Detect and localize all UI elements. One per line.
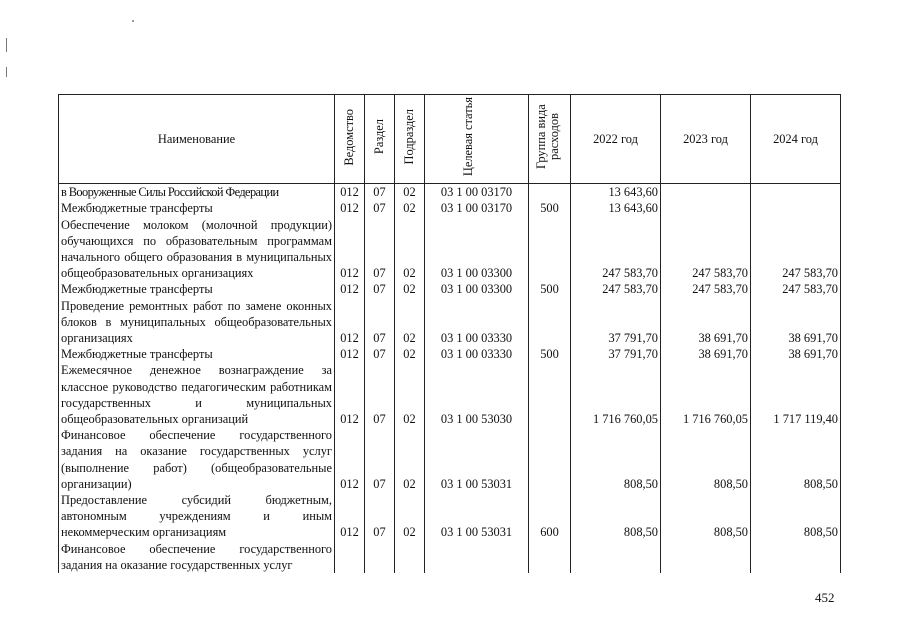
cell-2022: 37 791,70 — [571, 346, 661, 362]
cell-subsection — [395, 541, 425, 573]
cell-2023: 1 716 760,05 — [661, 362, 751, 427]
cell-2022: 808,50 — [571, 427, 661, 492]
cell-target-article: 03 1 00 03330 — [425, 298, 529, 347]
header-department: Ведомство — [335, 95, 365, 184]
header-subsection: Подраздел — [395, 95, 425, 184]
cell-name: Предоставление субсидий бюджетным, автономным учреждениям и иным некоммерческим организациям — [59, 492, 335, 541]
cell-expense-group: 600 — [529, 492, 571, 541]
cell-expense-group — [529, 541, 571, 573]
cell-2023 — [661, 541, 751, 573]
cell-section: 07 — [365, 217, 395, 282]
cell-2023: 38 691,70 — [661, 298, 751, 347]
cell-2022: 37 791,70 — [571, 298, 661, 347]
cell-department: 012 — [335, 492, 365, 541]
cell-department: 012 — [335, 184, 365, 201]
cell-name: Межбюджетные трансферты — [59, 200, 335, 216]
cell-expense-group — [529, 362, 571, 427]
cell-2024: 38 691,70 — [751, 298, 841, 347]
cell-2024: 38 691,70 — [751, 346, 841, 362]
cell-expense-group: 500 — [529, 200, 571, 216]
cell-target-article — [425, 541, 529, 573]
cell-section — [365, 541, 395, 573]
cell-department: 012 — [335, 427, 365, 492]
cell-target-article: 03 1 00 03300 — [425, 281, 529, 297]
cell-expense-group: 500 — [529, 281, 571, 297]
cell-target-article: 03 1 00 53031 — [425, 492, 529, 541]
cell-2023 — [661, 184, 751, 201]
table-row — [59, 184, 841, 201]
cell-name: Межбюджетные трансферты — [59, 281, 335, 297]
cell-section: 07 — [365, 298, 395, 347]
header-2022: 2022 год — [571, 95, 661, 184]
cell-section: 07 — [365, 200, 395, 216]
scan-artifact-line — [6, 38, 7, 52]
cell-2022: 13 643,60 — [571, 184, 661, 201]
cell-2022: 1 716 760,05 — [571, 362, 661, 427]
table-row — [59, 200, 841, 216]
cell-department: 012 — [335, 298, 365, 347]
cell-2024: 808,50 — [751, 492, 841, 541]
table-row — [59, 281, 841, 297]
cell-section: 07 — [365, 184, 395, 201]
cell-name: Финансовое обеспечение государственного задания на оказание государственных услуг — [59, 541, 335, 573]
header-expense-group: Группа вида расходов — [529, 95, 571, 184]
cell-2024: 247 583,70 — [751, 217, 841, 282]
scan-artifact-dot — [132, 20, 134, 22]
cell-target-article: 03 1 00 03170 — [425, 184, 529, 201]
cell-target-article: 03 1 00 03330 — [425, 346, 529, 362]
cell-2024 — [751, 200, 841, 216]
cell-2022 — [571, 541, 661, 573]
cell-2023: 808,50 — [661, 427, 751, 492]
header-target-article: Целевая статья — [425, 95, 529, 184]
table-row — [59, 492, 841, 541]
cell-name: Проведение ремонтных работ по замене оконных блоков в муниципальных общеобразовательных организациях — [59, 298, 335, 347]
header-2024: 2024 год — [751, 95, 841, 184]
cell-subsection: 02 — [395, 298, 425, 347]
cell-2024: 1 717 119,40 — [751, 362, 841, 427]
cell-2022: 247 583,70 — [571, 281, 661, 297]
header-name: Наименование — [59, 95, 335, 184]
cell-section: 07 — [365, 492, 395, 541]
cell-name: Финансовое обеспечение государственного задания на оказание государственных услуг (выполнение работ) (общеобразовательные организации) — [59, 427, 335, 492]
cell-name: в Вооруженные Силы Российской Федерации — [59, 184, 335, 201]
cell-section: 07 — [365, 362, 395, 427]
cell-expense-group — [529, 298, 571, 347]
cell-subsection: 02 — [395, 184, 425, 201]
cell-subsection: 02 — [395, 427, 425, 492]
cell-subsection: 02 — [395, 492, 425, 541]
cell-name: Ежемесячное денежное вознаграждение за классное руководство педагогическим работникам государственных и муниципальных общеобразовательных организаций — [59, 362, 335, 427]
cell-subsection: 02 — [395, 200, 425, 216]
cell-2023: 38 691,70 — [661, 346, 751, 362]
cell-section: 07 — [365, 427, 395, 492]
scan-artifact-line — [6, 67, 7, 77]
cell-department: 012 — [335, 200, 365, 216]
cell-expense-group — [529, 184, 571, 201]
cell-2023 — [661, 200, 751, 216]
cell-section: 07 — [365, 281, 395, 297]
table-row — [59, 217, 841, 282]
cell-name: Обеспечение молоком (молочной продукции) обучающихся по образовательным программам начального общего образования в муниципальных общеобразовательных организациях — [59, 217, 335, 282]
cell-subsection: 02 — [395, 217, 425, 282]
table-row — [59, 541, 841, 573]
cell-2022: 13 643,60 — [571, 200, 661, 216]
budget-table — [58, 94, 841, 573]
page-number: 452 — [815, 590, 835, 605]
cell-2023: 808,50 — [661, 492, 751, 541]
cell-2023: 247 583,70 — [661, 217, 751, 282]
cell-subsection: 02 — [395, 281, 425, 297]
cell-expense-group — [529, 217, 571, 282]
cell-department — [335, 541, 365, 573]
cell-target-article: 03 1 00 53031 — [425, 427, 529, 492]
table-row — [59, 427, 841, 492]
cell-2024: 808,50 — [751, 427, 841, 492]
cell-2024: 247 583,70 — [751, 281, 841, 297]
cell-expense-group — [529, 427, 571, 492]
cell-target-article: 03 1 00 03170 — [425, 200, 529, 216]
cell-department: 012 — [335, 281, 365, 297]
cell-department: 012 — [335, 362, 365, 427]
table-row — [59, 362, 841, 427]
table-row — [59, 346, 841, 362]
cell-subsection: 02 — [395, 362, 425, 427]
cell-2023: 247 583,70 — [661, 281, 751, 297]
cell-department: 012 — [335, 346, 365, 362]
cell-2022: 247 583,70 — [571, 217, 661, 282]
cell-2024 — [751, 541, 841, 573]
header-section: Раздел — [365, 95, 395, 184]
table-row — [59, 298, 841, 347]
cell-name: Межбюджетные трансферты — [59, 346, 335, 362]
cell-section: 07 — [365, 346, 395, 362]
cell-expense-group: 500 — [529, 346, 571, 362]
cell-2022: 808,50 — [571, 492, 661, 541]
cell-department: 012 — [335, 217, 365, 282]
header-2023: 2023 год — [661, 95, 751, 184]
cell-2024 — [751, 184, 841, 201]
cell-target-article: 03 1 00 53030 — [425, 362, 529, 427]
cell-subsection: 02 — [395, 346, 425, 362]
cell-target-article: 03 1 00 03300 — [425, 217, 529, 282]
table-header-row — [59, 95, 841, 184]
